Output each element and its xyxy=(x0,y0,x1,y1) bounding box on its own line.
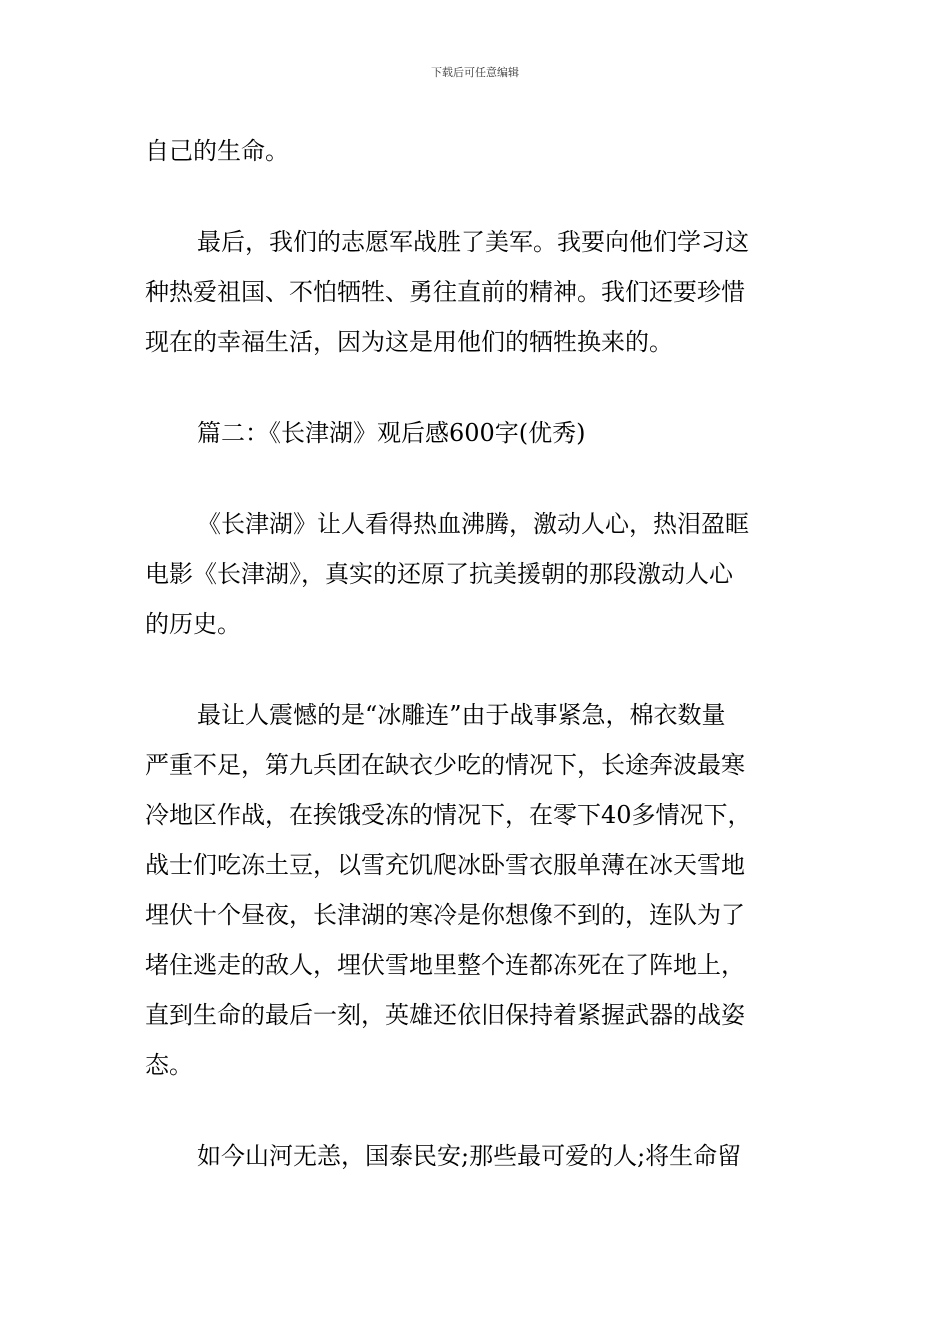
paragraph-line: 电影《长津湖》，真实的还原了抗美援朝的那段激动人心 xyxy=(145,560,733,588)
paragraph-line: 自己的生命。 xyxy=(145,137,289,165)
section-heading xyxy=(145,408,805,458)
paragraph-line: 最让人震憾的是“冰雕连”由于战事紧急，棉衣数量 xyxy=(197,701,726,729)
paragraph-line: 战士们吃冻土豆，以雪充饥爬冰卧雪衣服单薄在冰天雪地 xyxy=(145,851,745,879)
paragraph-line: 现在的幸福生活，因为这是用他们的牺牲换来的。 xyxy=(145,328,673,356)
paragraph-line: 直到生命的最后一刻，英雄还依旧保持着紧握武器的战姿 xyxy=(145,1001,745,1029)
paragraph-line: 《长津湖》让人看得热血沸腾，激动人心，热泪盈眶 xyxy=(197,510,749,538)
paragraph-line: 态。 xyxy=(145,1051,193,1079)
paragraph-2 xyxy=(145,217,805,367)
paragraph-line: 埋伏十个昼夜，长津湖的寒冷是你想像不到的，连队为了 xyxy=(145,901,745,929)
paragraph-5 xyxy=(145,1131,805,1181)
paragraph-line: 最后，我们的志愿军战胜了美军。我要向他们学习这 xyxy=(197,228,749,256)
page-header: 下载后可任意编辑 xyxy=(431,66,519,79)
paragraph-3 xyxy=(145,499,805,649)
paragraph-line: 如今山河无恙，国泰民安;那些最可爱的人;将生命留 xyxy=(197,1142,742,1170)
paragraph-line: 冷地区作战，在挨饿受冻的情况下，在零下40多情况下， xyxy=(145,801,752,829)
paragraph-line: 堵住逃走的敌人，埋伏雪地里整个连都冻死在了阵地上， xyxy=(145,951,745,979)
paragraph-1 xyxy=(145,126,805,176)
paragraph-line: 种热爱祖国、不怕牺牲、勇往直前的精神。我们还要珍惜 xyxy=(145,278,745,306)
section-heading-text: 篇二：《长津湖》观后感600字(优秀) xyxy=(197,419,586,447)
paragraph-line: 严重不足，第九兵团在缺衣少吃的情况下，长途奔波最寒 xyxy=(145,751,745,779)
paragraph-4 xyxy=(145,690,805,1090)
document-body xyxy=(145,126,805,1181)
paragraph-line: 的历史。 xyxy=(145,610,241,638)
